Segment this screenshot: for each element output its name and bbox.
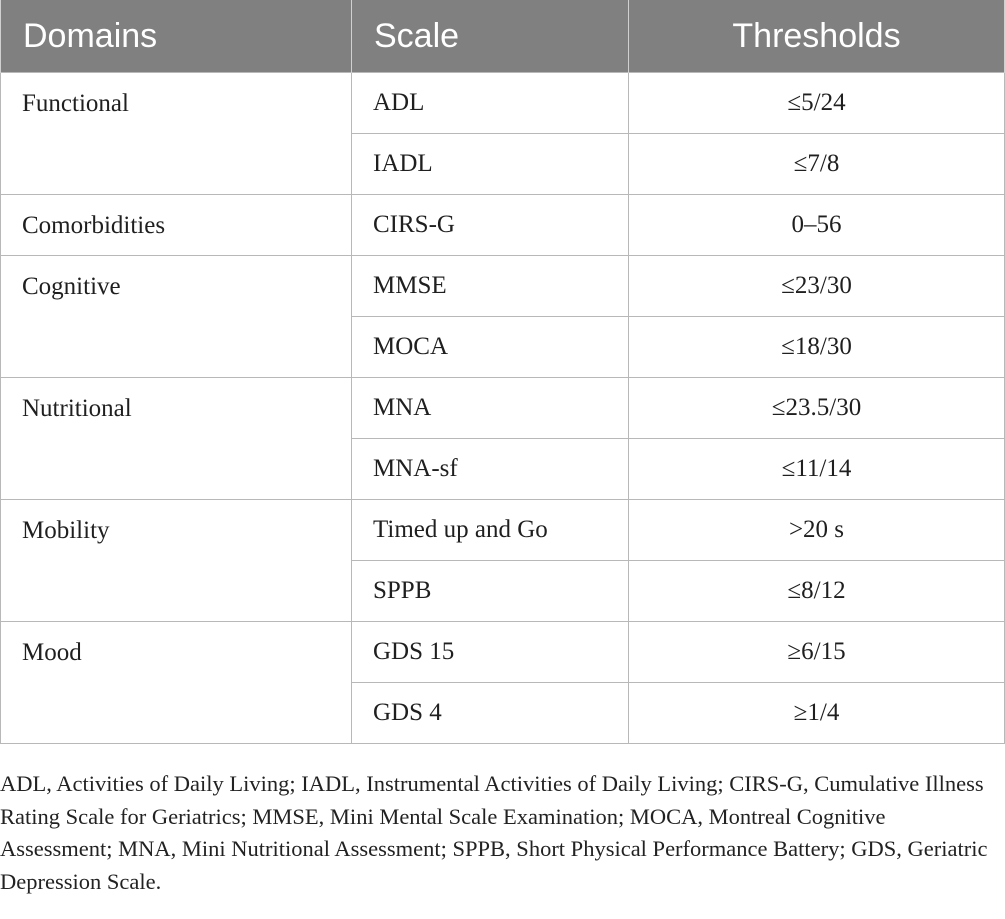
table-body [1, 73, 1005, 744]
threshold-cell: ≤23/30 [629, 256, 1005, 317]
threshold-cell: ≤7/8 [629, 134, 1005, 195]
threshold-cell: ≤8/12 [629, 561, 1005, 622]
table-row [1, 622, 1005, 683]
threshold-cell: ≥6/15 [629, 622, 1005, 683]
table-footnote: ADL, Activities of Daily Living; IADL, Instrumental Activities of Daily Living; CIRS-G, Cumulative Illness Rating Scale for Geriatrics; MMSE, Mini Mental Scale Examination; MOCA, Montreal Cognitive Assessment; MNA, Mini Nutritional Assessment; SPPB, Short Physical Performance Battery; GDS, Geriatric Depression Scale. [0, 771, 988, 894]
header-domains: Domains [1, 0, 352, 73]
table-row [1, 500, 1005, 561]
domain-cell: Mood [1, 622, 352, 744]
scale-cell: GDS 15 [352, 622, 629, 683]
table-row [1, 378, 1005, 439]
scale-cell: MNA-sf [352, 439, 629, 500]
scale-cell: CIRS-G [352, 195, 629, 256]
scale-cell: MNA [352, 378, 629, 439]
table-row [1, 73, 1005, 134]
scale-cell: IADL [352, 134, 629, 195]
threshold-cell: ≤11/14 [629, 439, 1005, 500]
table-row [1, 256, 1005, 317]
scale-cell: ADL [352, 73, 629, 134]
header-scale: Scale [352, 0, 629, 73]
scale-cell: MMSE [352, 256, 629, 317]
domain-cell: Functional [1, 73, 352, 195]
table-header [1, 0, 1005, 73]
domain-cell: Nutritional [1, 378, 352, 500]
scale-cell: Timed up and Go [352, 500, 629, 561]
scale-cell: MOCA [352, 317, 629, 378]
header-thresholds: Thresholds [629, 0, 1005, 73]
threshold-cell: ≤18/30 [629, 317, 1005, 378]
threshold-cell: ≥1/4 [629, 683, 1005, 744]
domain-cell: Cognitive [1, 256, 352, 378]
threshold-cell: ≤23.5/30 [629, 378, 1005, 439]
threshold-cell: ≤5/24 [629, 73, 1005, 134]
domain-cell: Comorbidities [1, 195, 352, 256]
domain-cell: Mobility [1, 500, 352, 622]
header-row [1, 0, 1005, 73]
scale-cell: GDS 4 [352, 683, 629, 744]
threshold-cell: >20 s [629, 500, 1005, 561]
table-row [1, 195, 1005, 256]
scale-cell: SPPB [352, 561, 629, 622]
threshold-cell: 0–56 [629, 195, 1005, 256]
